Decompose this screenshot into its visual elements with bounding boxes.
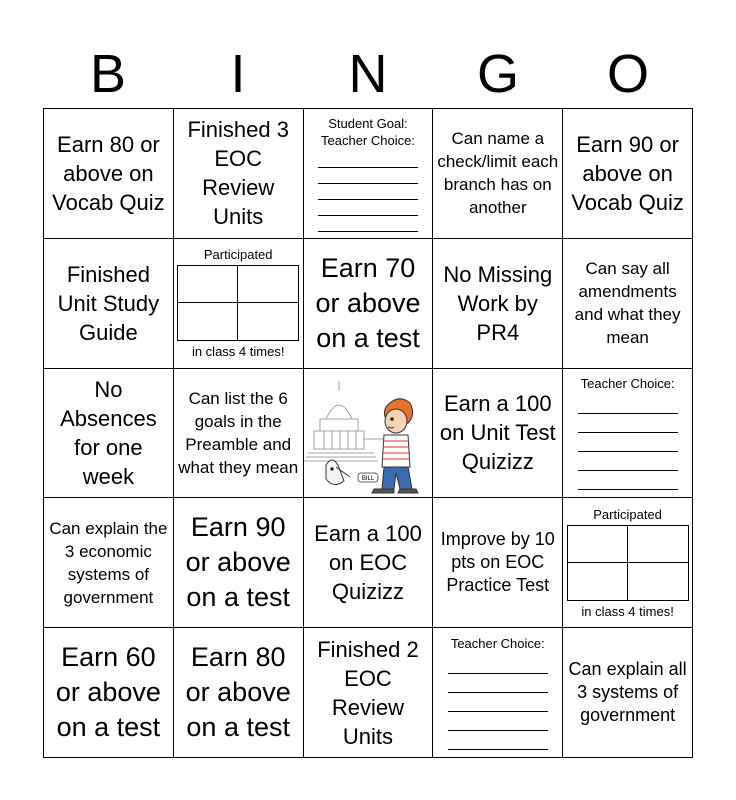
cell-text: Finished Unit Study Guide [57,261,160,345]
cell-text: No Absences for one week [60,376,157,489]
tally-boxes [177,265,299,341]
cell-r1c1 [44,109,174,239]
bingo-header [43,40,693,108]
header-letter-b: B [89,44,127,104]
cell-text: Earn a 100 on Unit Test Quizizz [439,391,556,475]
cell-r4c1 [44,498,174,628]
cell-text: Finished 3 EOC Review Units [187,117,289,230]
bingo-grid [43,108,693,758]
cell-text: Earn 80 or above on Vocab Quiz [52,131,165,215]
cell-r3c1 [44,369,174,499]
bill-cartoon-image [304,369,432,497]
write-in-lines [448,655,548,750]
write-in-lines [318,152,418,232]
cell-r4c2 [174,498,304,628]
cell-r5c1 [44,628,174,758]
cell-r2c4 [433,239,563,369]
cell-r1c2 [174,109,304,239]
cell-text: Earn 90 or above on a test [185,512,291,613]
cell-text: Can explain the 3 economic systems of government [49,518,168,607]
cell-text: Can list the 6 goals in the Preamble and what they mean [178,388,299,477]
cell-r4c3 [304,498,434,628]
write-in-lines [578,395,678,490]
cell-text: Earn 80 or above on a test [185,642,291,743]
cell-r3c4 [433,369,563,499]
cell-r1c4 [433,109,563,239]
cell-r2c2 [174,239,304,369]
cell-text: Improve by 10 pts on EOC Practice Test [440,529,555,596]
cell-text: Can explain all 3 systems of government [568,659,687,726]
cell-text: Can say all amendments and what they mean [574,259,681,348]
cell-text: Finished 2 EOC Review Units [317,636,419,749]
cell-r2c3 [304,239,434,369]
teacher-choice-label: Teacher Choice: [580,376,675,392]
teacher-choice-label: Teacher Choice: [450,636,545,652]
cell-r1c5 [563,109,693,239]
participated-caption: in class 4 times! [581,603,674,619]
header-letter-n: N [348,44,388,104]
teacher-choice-label: Teacher Choice: [321,132,415,148]
cell-r5c4 [433,628,563,758]
cell-r2c1 [44,239,174,369]
cell-r1c3 [304,109,434,239]
tally-boxes [567,525,689,601]
participated-label: Participated [593,506,662,522]
cell-r5c2 [174,628,304,758]
cell-text: Can name a check/limit each branch has on another [437,129,559,218]
cell-r2c5 [563,239,693,369]
header-letter-o: O [606,44,649,104]
cell-r3c3 [304,369,434,499]
cell-r4c4 [433,498,563,628]
cell-text: Earn 70 or above on a test [315,252,421,353]
cell-r3c2 [174,369,304,499]
cell-r5c3 [304,628,434,758]
bill-label: BILL [361,475,375,482]
cell-r4c5 [563,498,693,628]
cell-r3c5 [563,369,693,499]
cell-text: Earn 90 or above on Vocab Quiz [571,131,684,215]
cell-text: No Missing Work by PR4 [443,261,553,345]
cell-r5c5 [563,628,693,758]
cell-text: Earn 60 or above on a test [55,642,161,743]
header-letter-i: I [230,44,246,104]
cell-text: Earn a 100 on EOC Quizizz [314,521,422,605]
participated-caption: in class 4 times! [191,344,285,360]
header-letter-g: G [476,44,519,104]
student-goal-label: Student Goal: [328,115,408,131]
participated-label: Participated [203,247,273,263]
